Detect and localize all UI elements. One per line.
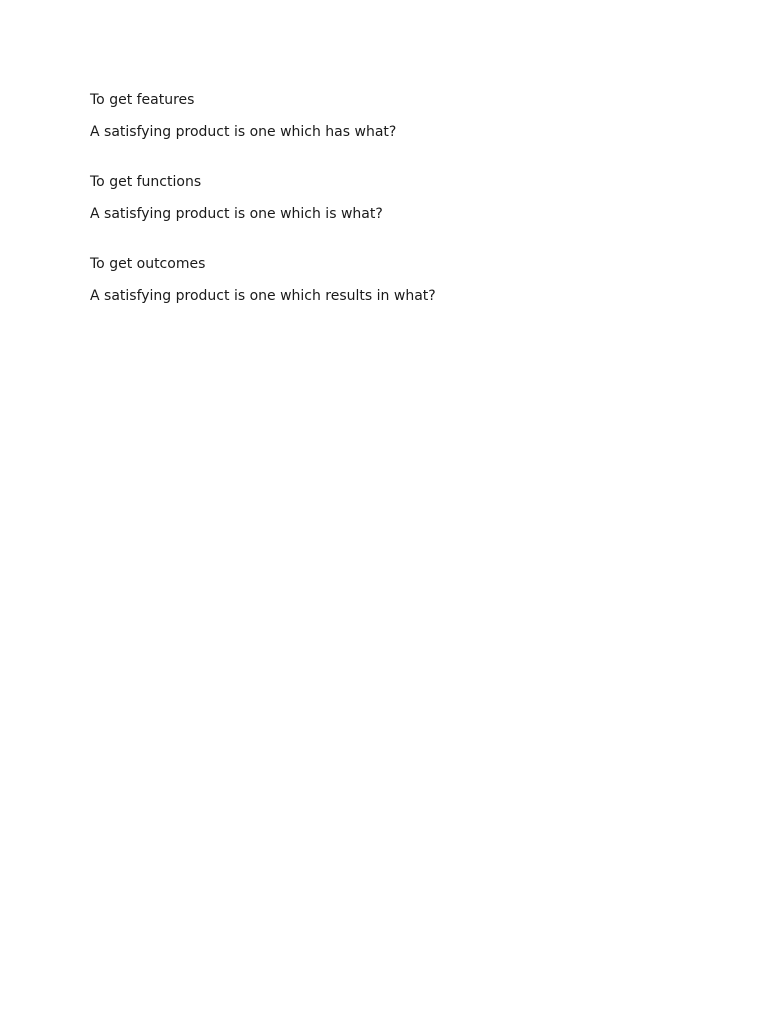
section-question: A satisfying product is one which results in what? <box>90 288 436 304</box>
section-heading: To get functions <box>90 174 202 190</box>
section-outcomes <box>90 255 730 305</box>
section-functions <box>90 173 730 223</box>
section-heading: To get outcomes <box>90 256 206 272</box>
document-page <box>90 91 730 337</box>
section-features <box>90 91 730 141</box>
section-question: A satisfying product is one which has what? <box>90 124 397 140</box>
section-heading: To get features <box>90 92 195 108</box>
section-question: A satisfying product is one which is what? <box>90 206 383 222</box>
